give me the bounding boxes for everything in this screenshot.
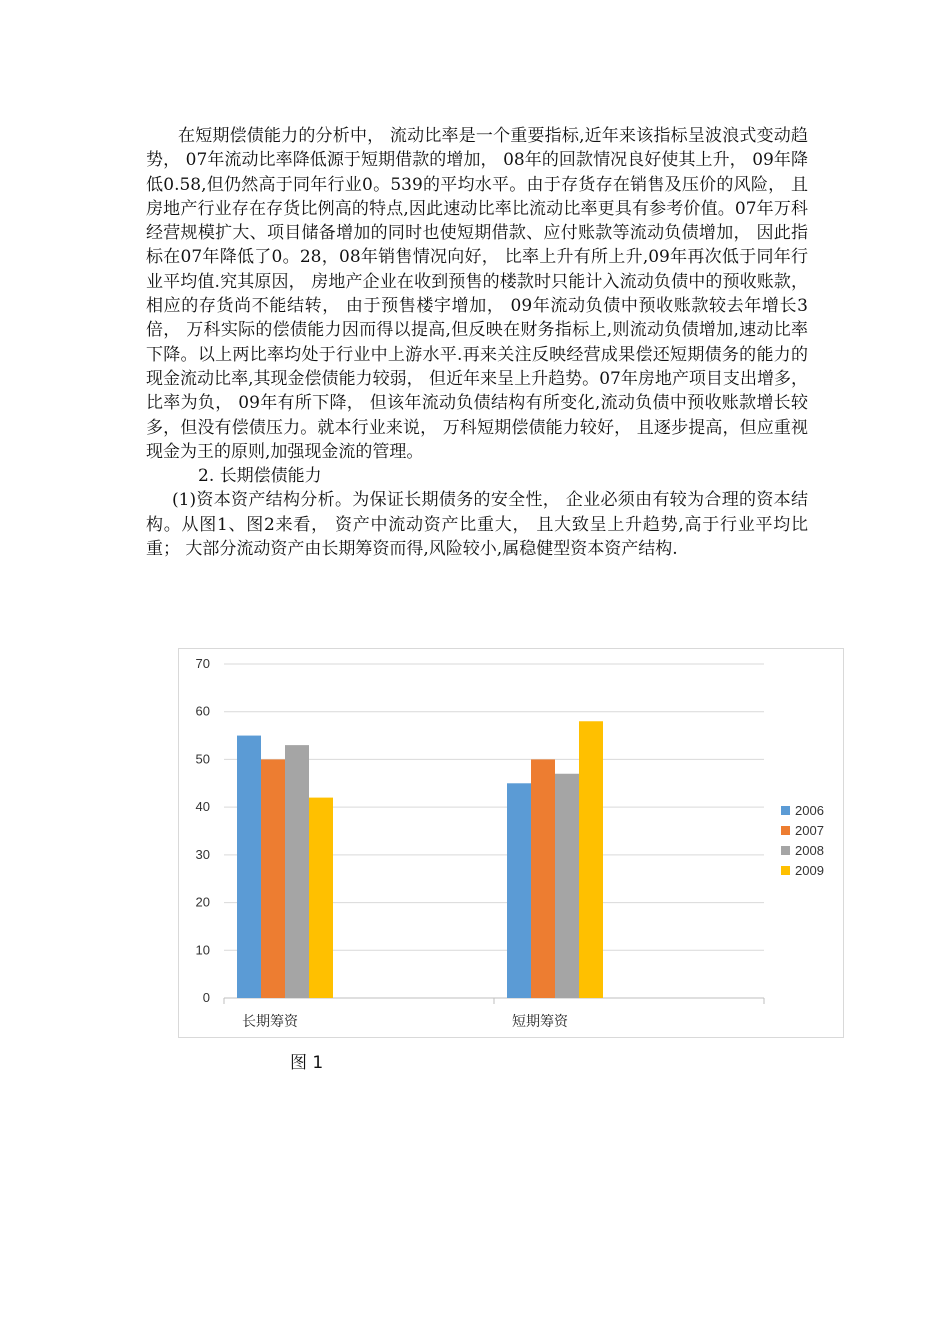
bar-2007-2 xyxy=(531,759,555,998)
x-category-label: 短期筹资 xyxy=(512,1014,568,1030)
y-tick-label: 20 xyxy=(195,894,210,910)
legend-swatch-2009 xyxy=(781,866,790,875)
legend-label-2006: 2006 xyxy=(795,803,824,818)
legend-label-2007: 2007 xyxy=(795,823,824,838)
bar-2009-2 xyxy=(579,721,603,998)
bar-chart xyxy=(178,648,844,1038)
paragraph-capital-structure: (1)资本资产结构分析。为保证长期债务的安全性， 企业必须由有较为合理的资本结构。从图1、图2来看， 资产中流动资产比重大， 且大致呈上升趋势,高于行业平均比重； 大部分流动资产由长期筹资而得,风险较小,属稳健型资本资产结构. xyxy=(146,490,808,560)
y-tick-label: 30 xyxy=(195,846,210,862)
x-category-label: 长期筹资 xyxy=(242,1014,298,1030)
section-heading: 2. 长期偿债能力 xyxy=(198,466,322,487)
legend-swatch-2006 xyxy=(781,806,790,815)
paragraph-short-term-solvency: 在短期偿债能力的分析中， 流动比率是一个重要指标,近年来该指标呈波浪式变动趋势， 07年流动比率降低源于短期借款的增加， 08年的回款情况良好使其上升， 09年降低0.58,但仍然高于同年行业0。539的平均水平。由于存货存在销售及压价的风险， 且房地产行业存在存货比例高的特点,因此速动比率比流动比率更具有参考价值。07年万科经营规模扩大、项目储备增加的同时也使短期借款、应付账款等流动负债增加， 因此指标在07年降低了0。28，08年销售情况向好， 比率上升有所上升,09年再次低于同年行业平均值.究其原因， 房地产企业在收到预售的楼款时只能计入流动负债中的预收账款， 相应的存货尚不能结转， 由于预售楼宇增加， 09年流动负债中预收账款较去年增长3倍， 万科实际的偿债能力因而得以提高,但反映在财务指标上,则流动负债增加,速动比率下降。以上两比率均处于行业中上游水平.再来关注反映经营成果偿还短期债务的能力的现金流动比率,其现金偿债能力较弱， 但近年来呈上升趋势。07年房地产项目支出增多， 比率为负， 09年有所下降， 但该年流动负债结构有所变化,流动负债中预收账款增长较多，但没有偿债压力。就本行业来说， 万科短期偿债能力较好， 且逐步提高，但应重视现金为王的原则,加强现金流的管理。 xyxy=(146,126,808,462)
bar-2009-1 xyxy=(309,798,333,998)
chart-svg xyxy=(179,649,843,1037)
y-tick-label: 50 xyxy=(195,751,210,767)
legend-swatch-2008 xyxy=(781,846,790,855)
bar-2007-1 xyxy=(261,759,285,998)
bar-2008-2 xyxy=(555,774,579,998)
bar-2008-1 xyxy=(285,745,309,998)
y-tick-label: 60 xyxy=(195,703,210,719)
y-tick-label: 40 xyxy=(195,799,210,815)
legend-label-2008: 2008 xyxy=(795,843,824,858)
y-tick-label: 0 xyxy=(202,990,210,1005)
body-text xyxy=(146,124,808,561)
legend-label-2009: 2009 xyxy=(795,863,824,878)
y-tick-label: 70 xyxy=(195,656,210,671)
bar-2006-2 xyxy=(507,783,531,998)
bar-2006-1 xyxy=(237,736,261,998)
figure-caption: 图 1 xyxy=(290,1053,324,1073)
y-tick-label: 10 xyxy=(195,942,210,958)
legend-swatch-2007 xyxy=(781,826,790,835)
